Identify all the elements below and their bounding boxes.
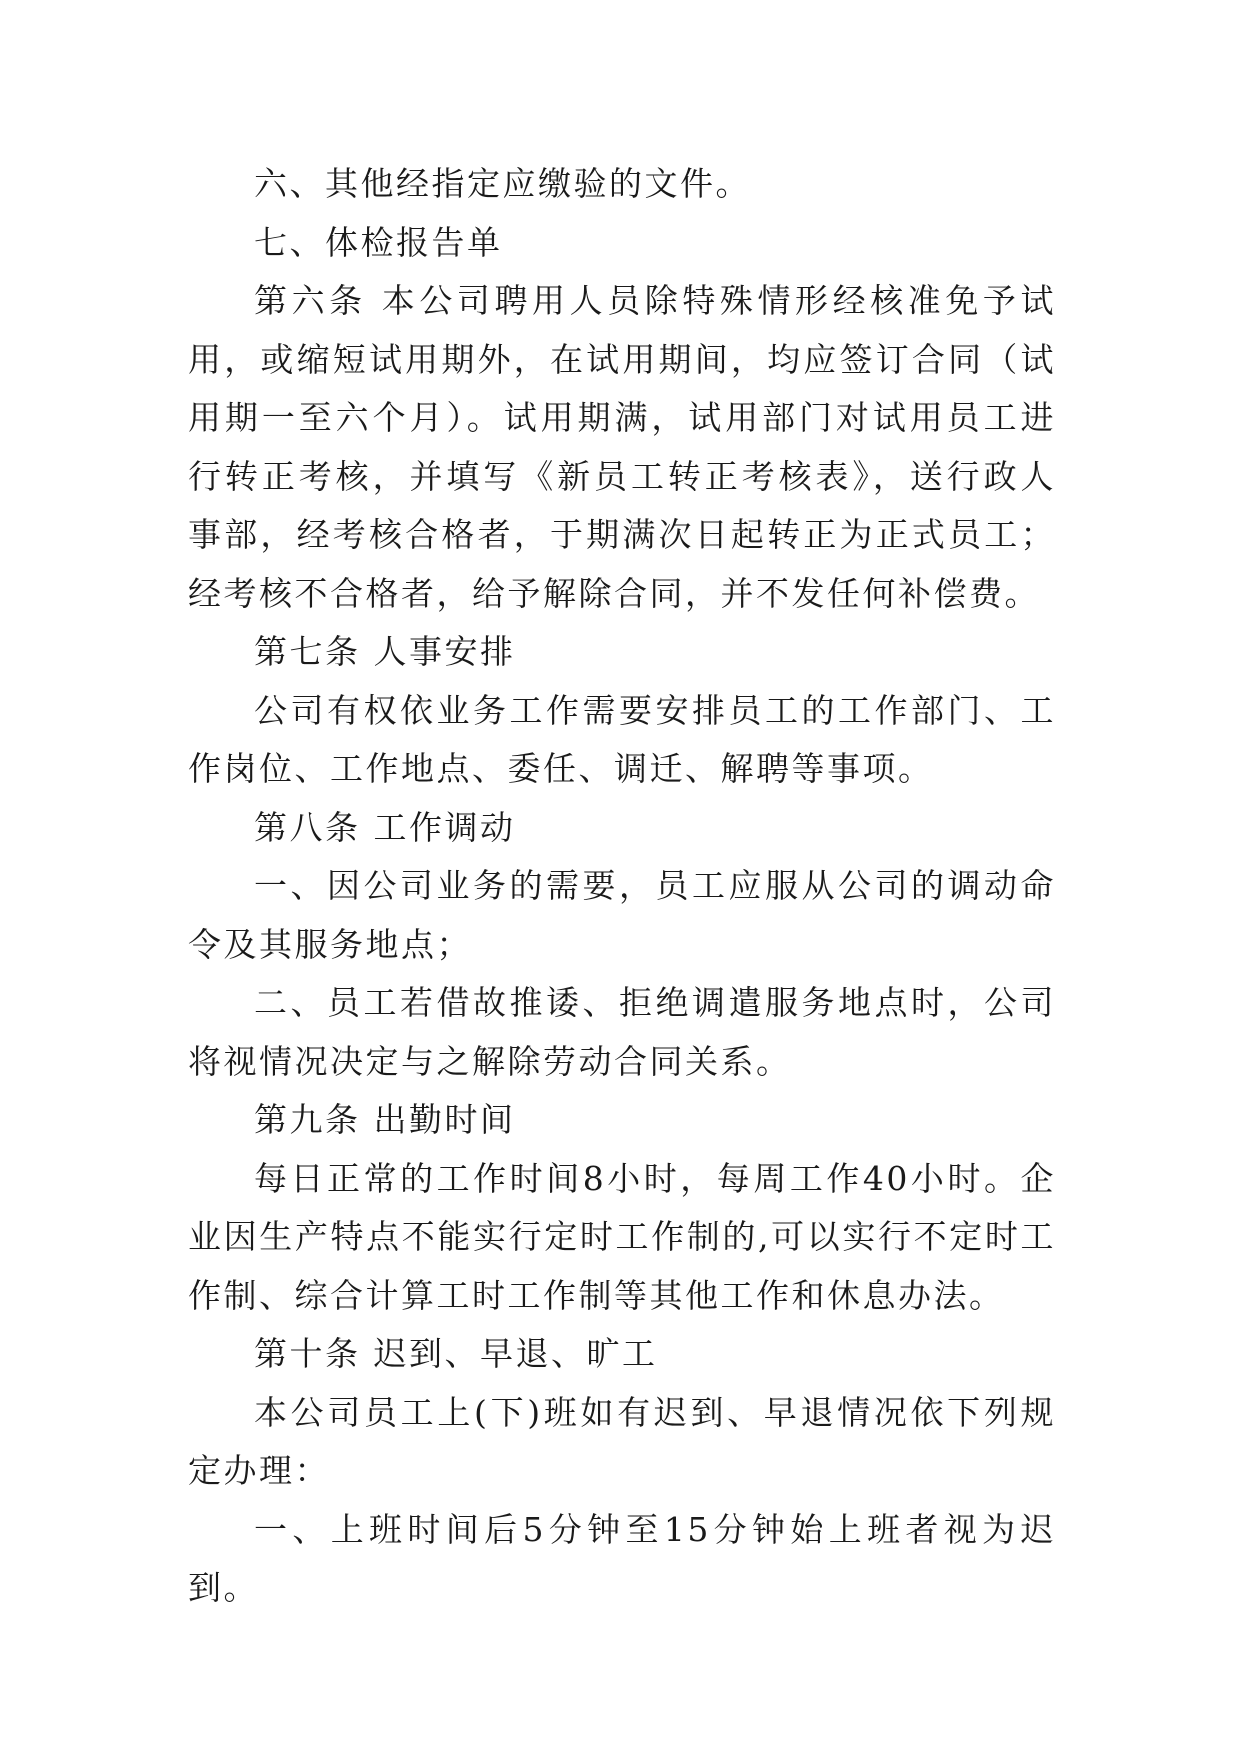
paragraph-item-7: 七、体检报告单 <box>254 222 503 262</box>
article-7-paragraph: 公司有权依业务工作需要安排员工的工作部门、工作岗位、工作地点、委任、调迁、解聘等事项。 <box>188 690 1056 788</box>
article-8-item-1: 一、因公司业务的需要，员工应服从公司的调动命令及其服务地点； <box>188 866 1056 964</box>
article-10-heading: 第十条 迟到、早退、旷工 <box>254 1334 658 1373</box>
article-10-paragraph: 本公司员工上(下)班如有迟到、早退情况依下列规定办理： <box>188 1392 1056 1490</box>
article-8-item-2: 二、员工若借故推诿、拒绝调遣服务地点时，公司将视情况决定与之解除劳动合同关系。 <box>188 983 1056 1081</box>
document-body <box>188 155 1056 1618</box>
article-9-paragraph: 每日正常的工作时间8小时，每周工作40小时。企业因生产特点不能实行定时工作制的,可以实行不定时工作制、综合计算工时工作制等其他工作和休息办法。 <box>188 1158 1056 1315</box>
paragraph-item-6: 六、其他经指定应缴验的文件。 <box>254 164 751 203</box>
article-9-heading: 第九条 出勤时间 <box>254 1100 516 1139</box>
article-6-paragraph: 第六条 本公司聘用人员除特殊情形经核准免予试用，或缩短试用期外，在试用期间，均应签订合同（试用期一至六个月）。试用期满，试用部门对试用员工进行转正考核，并填写《新员工转正考核表》，送行政人事部，经考核合格者，于期满次日起转正为正式员工；经考核不合格者，给予解除合同，并不发任何补偿费。 <box>188 281 1056 613</box>
article-10-item-1: 一、上班时间后5分钟至15分钟始上班者视为迟到。 <box>188 1509 1056 1607</box>
article-7-heading: 第七条 人事安排 <box>254 632 516 671</box>
article-8-heading: 第八条 工作调动 <box>254 807 516 847</box>
